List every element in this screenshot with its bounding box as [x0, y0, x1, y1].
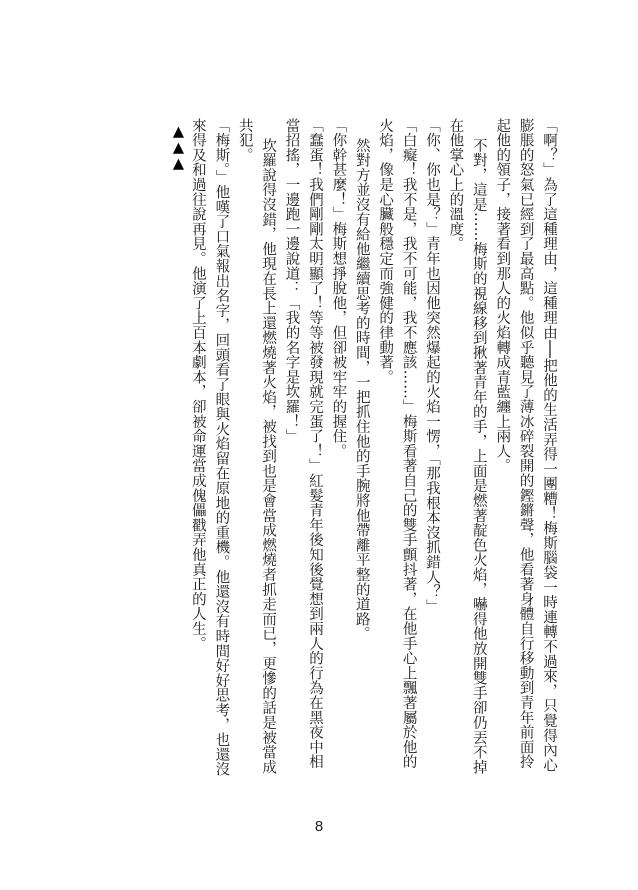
paragraph-9: 「梅斯。」他嘆了口氣報出名字，回頭看了眼與火焰留在原地的重機。他還沒有時間好好思考，也還沒來得及和過往說再見。他演了上百本劇本，卻被命運當成傀儡戳弄他真正的人生。	[189, 118, 230, 777]
vertical-text-body	[82, 118, 560, 778]
page-number: 8	[314, 818, 324, 835]
paragraph-3: 「你、你也是？」青年也因他突然爆起的火焰一愣，「那我根本沒抓錯人？」	[423, 118, 440, 614]
paragraph-1: 「啊？」為了這種理由，這種理由──把他的生活弄得一團糟！梅斯腦袋一時連轉不過來，只覺得內心膨脹的怒氣已經到了最高點。他似乎聽見了薄冰碎裂開的鏗鏘聲，他看著身體自行移動到青年前面拎起他的領子，接著看到那人的火焰轉成青藍纏上兩人。	[494, 118, 557, 773]
section-break-ornament: ▲▲▲	[170, 124, 187, 172]
paragraph-4: 「白癡！我不是，我不可能，我不應該……」梅斯看著自己的雙手顫抖著，在他手心上飄著屬於他的火焰，像是心臟般穩定而強健的律動著。	[377, 118, 417, 770]
paragraph-8: 坎羅說得沒錯，他現在長上還燃燒著火焰，被找到也是會當成燃燒者抓走而已，更慘的話是被當成共犯。	[236, 118, 277, 775]
paragraph-6: 「你幹甚麼！」梅斯想掙脫他，但卻被牢牢的握住。	[330, 118, 347, 459]
paragraph-5: 然對方並沒有給他繼續思考的時間，一把抓住他的手腕將他帶離平整的道路。	[353, 138, 370, 642]
paragraph-7: 「蠢蛋！我們剛剛太明顯了！等等被發現就完蛋了！」紅髮青年後知後覺想到兩人的行為在黑夜中相當招搖，一邊跑一邊說道：「我的名字是坎羅！」	[283, 118, 323, 770]
paragraph-2: 不對，這是……梅斯的視線移到揪著青年的手，上面是燃著靛色火焰，嚇得他放開雙手卻仍丟不掉在他掌心上的溫度。	[447, 118, 487, 775]
